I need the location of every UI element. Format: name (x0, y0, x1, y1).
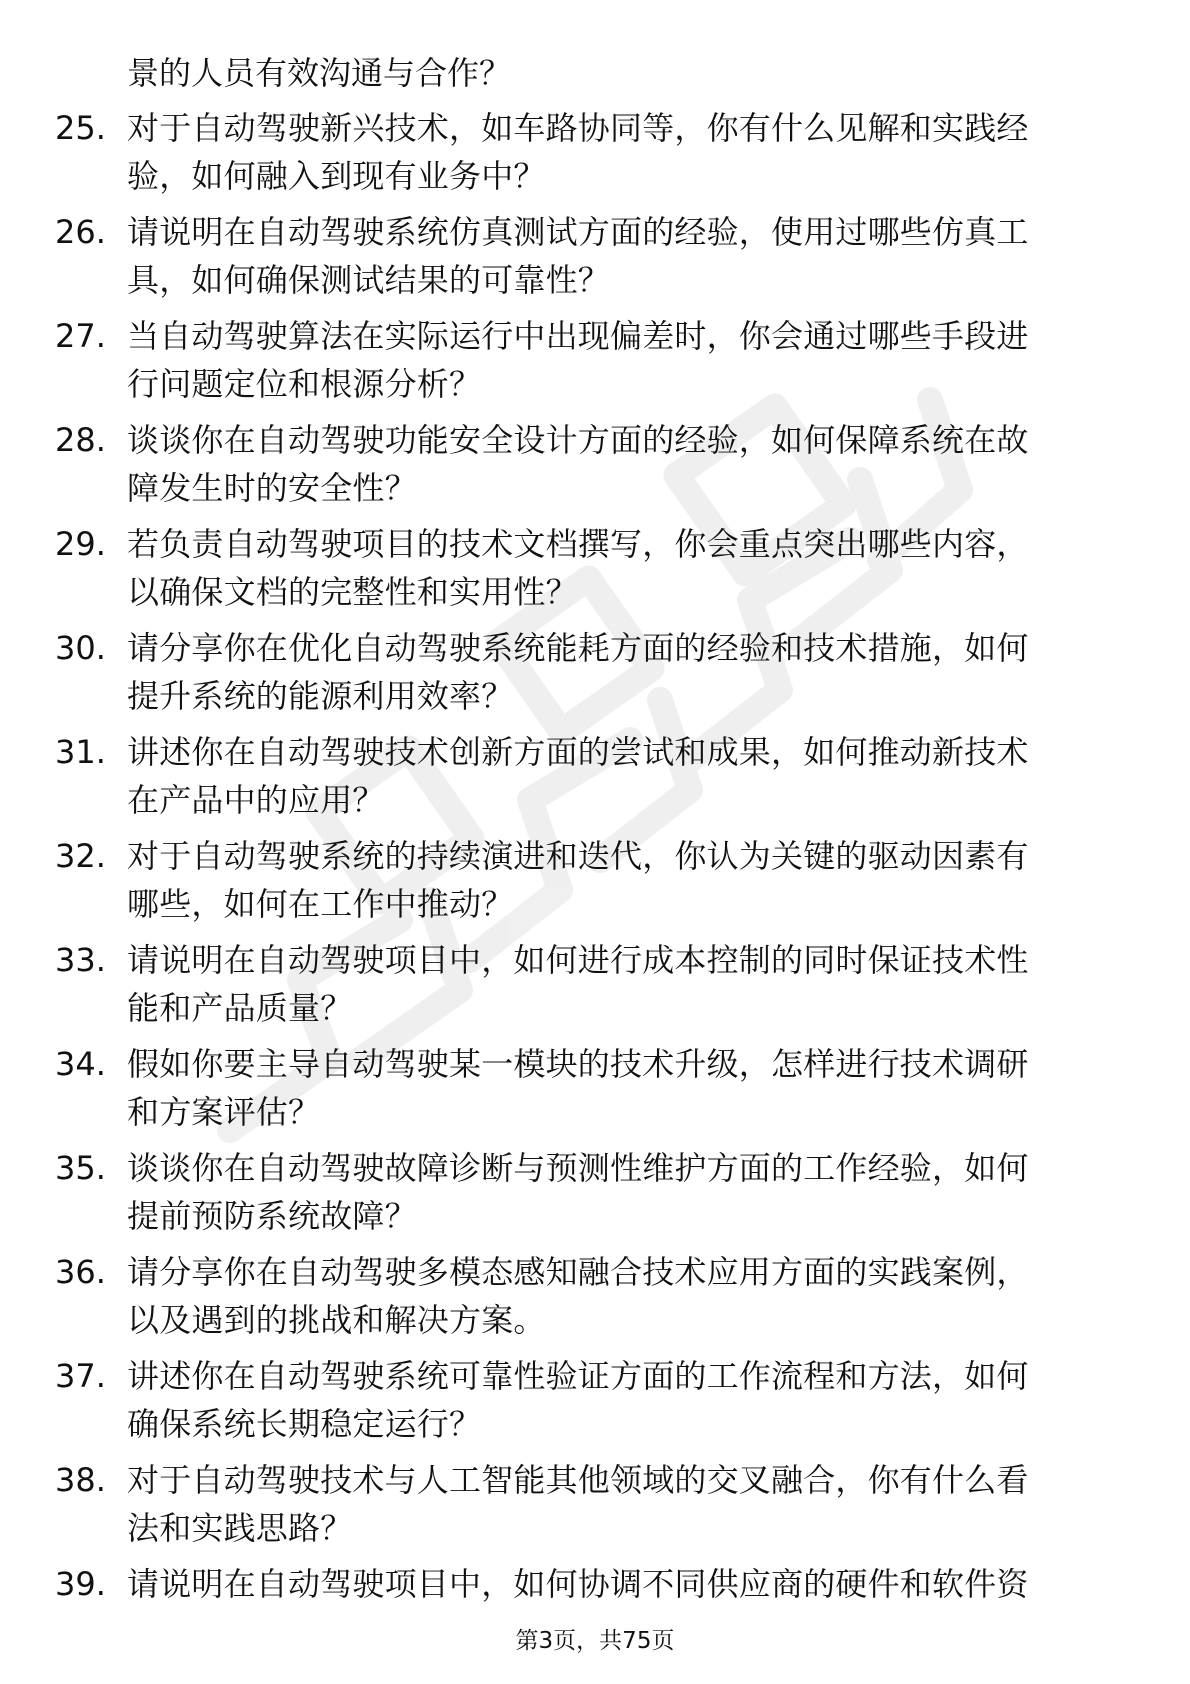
question-number: 31. (55, 733, 106, 771)
question-item (0, 104, 1190, 208)
question-item (0, 520, 1190, 624)
question-item (0, 1040, 1190, 1144)
question-number: 26. (55, 213, 106, 251)
question-item (0, 1248, 1190, 1352)
question-number: 38. (55, 1461, 106, 1499)
question-text-line: 对于自动驾驶新兴技术，如车路协同等，你有什么见解和实践经 (127, 109, 1029, 147)
question-text-line: 请说明在自动驾驶系统仿真测试方面的经验，使用过哪些仿真工 (127, 213, 1029, 251)
question-text-line: 以确保文档的完整性和实用性？ (127, 573, 578, 611)
question-text-line: 确保系统长期稳定运行？ (127, 1405, 482, 1443)
question-text-line: 请说明在自动驾驶项目中，如何协调不同供应商的硬件和软件资 (127, 1565, 1029, 1603)
question-text-line: 提升系统的能源利用效率？ (127, 677, 514, 715)
question-number: 39. (55, 1565, 106, 1603)
question-number: 29. (55, 525, 106, 563)
question-item (0, 1352, 1190, 1456)
question-number: 36. (55, 1253, 106, 1291)
question-text-line: 对于自动驾驶系统的持续演进和迭代，你认为关键的驱动因素有 (127, 837, 1029, 875)
question-item (0, 1144, 1190, 1248)
question-text-line: 以及遇到的挑战和解决方案。 (127, 1301, 546, 1339)
question-text-line: 谈谈你在自动驾驶功能安全设计方面的经验，如何保障系统在故 (127, 421, 1029, 459)
question-item (0, 728, 1190, 832)
question-item (0, 624, 1190, 728)
question-text-line: 能和产品质量？ (127, 989, 353, 1027)
question-text-line: 行问题定位和根源分析？ (127, 365, 482, 403)
question-number: 37. (55, 1357, 106, 1395)
question-text-line: 哪些，如何在工作中推动？ (127, 885, 514, 923)
question-item (0, 832, 1190, 936)
question-text-line: 讲述你在自动驾驶技术创新方面的尝试和成果，如何推动新技术 (127, 733, 1029, 771)
question-number: 32. (55, 837, 106, 875)
question-item (0, 208, 1190, 312)
question-item (0, 1456, 1190, 1560)
question-text-line: 法和实践思路？ (127, 1509, 353, 1547)
page-footer: 第3页，共75页 (515, 1628, 675, 1654)
question-text-line: 当自动驾驶算法在实际运行中出现偏差时，你会通过哪些手段进 (127, 317, 1029, 355)
question-item (0, 416, 1190, 520)
question-text-line: 障发生时的安全性？ (127, 469, 417, 507)
question-number: 25. (55, 109, 106, 147)
question-number: 35. (55, 1149, 106, 1187)
question-text-line: 谈谈你在自动驾驶故障诊断与预测性维护方面的工作经验，如何 (127, 1149, 1029, 1187)
question-text-line: 讲述你在自动驾驶系统可靠性验证方面的工作流程和方法，如何 (127, 1357, 1029, 1395)
question-text-line: 请分享你在优化自动驾驶系统能耗方面的经验和技术措施，如何 (127, 629, 1029, 667)
question-text-line: 请分享你在自动驾驶多模态感知融合技术应用方面的实践案例， (127, 1253, 1029, 1291)
question-item (0, 936, 1190, 1040)
question-text-line: 假如你要主导自动驾驶某一模块的技术升级，怎样进行技术调研 (127, 1045, 1029, 1083)
question-list (0, 104, 1190, 1664)
question-number: 33. (55, 941, 106, 979)
continued-question-text: 景的人员有效沟通与合作？ (127, 54, 512, 92)
question-number: 30. (55, 629, 106, 667)
question-text-line: 验，如何融入到现有业务中？ (127, 157, 546, 195)
question-text-line: 在产品中的应用？ (127, 781, 385, 819)
question-text-line: 和方案评估？ (127, 1093, 321, 1131)
question-text-line: 请说明在自动驾驶项目中，如何进行成本控制的同时保证技术性 (127, 941, 1029, 979)
question-number: 28. (55, 421, 106, 459)
question-item (0, 312, 1190, 416)
question-text-line: 若负责自动驾驶项目的技术文档撰写，你会重点突出哪些内容， (127, 525, 1029, 563)
question-text-line: 提前预防系统故障？ (127, 1197, 417, 1235)
question-text-line: 对于自动驾驶技术与人工智能其他领域的交叉融合，你有什么看 (127, 1461, 1029, 1499)
question-text-line: 具，如何确保测试结果的可靠性？ (127, 261, 611, 299)
question-number: 34. (55, 1045, 106, 1083)
question-number: 27. (55, 317, 106, 355)
